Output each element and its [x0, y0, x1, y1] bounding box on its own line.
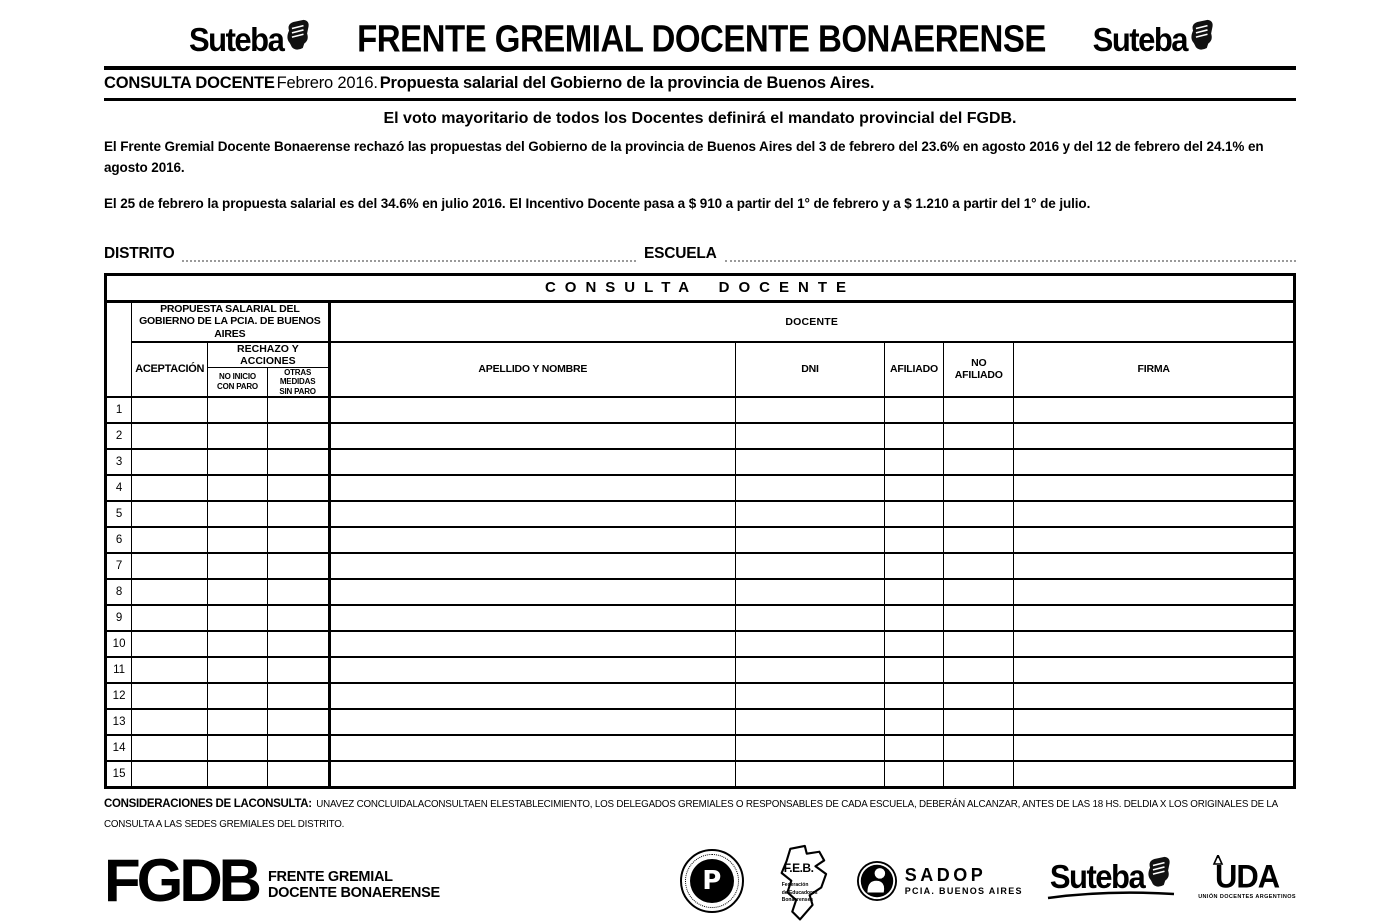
column-header-dni: DNI: [736, 342, 885, 398]
cell-aceptacion[interactable]: [132, 449, 208, 475]
column-header-aceptacion: ACEPTACIÓN: [132, 342, 208, 398]
underline-swoosh-icon: [1046, 890, 1176, 900]
cell-dni[interactable]: [736, 657, 885, 683]
header-line: NO INICIO: [219, 372, 256, 382]
cell-aceptacion[interactable]: [132, 501, 208, 527]
paragraph-rejection: [104, 137, 1296, 179]
cell-aceptacion[interactable]: [132, 553, 208, 579]
sadop-emblem-icon: [856, 860, 898, 902]
sadop-name: SADOP: [904, 864, 987, 885]
paragraph-text: en agosto 2016.: [104, 139, 1264, 175]
cell-no-inicio-con-paro[interactable]: [208, 449, 267, 475]
cell-firma[interactable]: [1014, 605, 1295, 631]
suteba-wordmark: Suteba: [189, 20, 284, 58]
considerations-text: UNAVEZ CONCLUIDALACONSULTAEN ELESTABLECIMIENTO, LOS DELEGADOS GREMIALES O RESPONSABLES DE CADA ESCUELA, DEBERÁN ALCANZAR, ANTES DE LAS 18 HS. DELDIA X LOS ORIGINALES DE LA CONSULTA A LAS SEDES GREMIALES DEL DISTRITO.: [104, 798, 1278, 830]
cell-firma[interactable]: [1014, 553, 1295, 579]
uda-acronym: UDA: [1215, 858, 1280, 895]
cell-firma[interactable]: [1014, 761, 1295, 787]
cell-apellido-y-nombre[interactable]: [329, 423, 736, 449]
cell-otras-medidas-sin-paro[interactable]: [267, 605, 329, 631]
cell-afiliado[interactable]: [884, 605, 943, 631]
suteba-wordmark: Suteba: [1092, 20, 1187, 58]
cell-otras-medidas-sin-paro[interactable]: [267, 475, 329, 501]
cell-no-afiliado[interactable]: [944, 657, 1014, 683]
cell-afiliado[interactable]: [884, 397, 943, 423]
school-label: ESCUELA: [643, 244, 717, 262]
table-row: [106, 501, 1295, 527]
cell-otras-medidas-sin-paro[interactable]: [267, 735, 329, 761]
cell-afiliado[interactable]: [884, 423, 943, 449]
cell-aceptacion[interactable]: [132, 631, 208, 657]
cell-firma[interactable]: [1014, 735, 1295, 761]
cell-no-inicio-con-paro[interactable]: [208, 657, 267, 683]
cell-dni[interactable]: [736, 397, 885, 423]
paragraph-proposal: El 25 de febrero la propuesta salarial es del 34.6% en julio 2016. El Incentivo Docente pasa a $ 910 a partir del 1° de febrero y a $ 1.210 a partir del 1° de julio.: [104, 195, 1091, 211]
cell-firma[interactable]: [1014, 423, 1295, 449]
cell-no-inicio-con-paro[interactable]: [208, 423, 267, 449]
amet-seal-letter: P: [690, 859, 734, 903]
cell-no-afiliado[interactable]: [944, 527, 1014, 553]
table-row: [106, 397, 1295, 423]
cell-apellido-y-nombre[interactable]: [329, 631, 736, 657]
fist-icon: [1145, 855, 1171, 889]
cell-afiliado[interactable]: [884, 527, 943, 553]
cell-afiliado[interactable]: [884, 761, 943, 787]
row-number: 9: [106, 605, 132, 631]
cell-aceptacion[interactable]: [132, 605, 208, 631]
cell-aceptacion[interactable]: [132, 397, 208, 423]
subtitle-lead: CONSULTA DOCENTE: [104, 74, 275, 92]
paragraph-text: en agosto 2016 y del 12 de febrero del: [959, 139, 1207, 154]
cell-otras-medidas-sin-paro[interactable]: [267, 423, 329, 449]
cell-afiliado[interactable]: [884, 709, 943, 735]
district-label: DISTRITO: [104, 244, 175, 262]
cell-dni[interactable]: [736, 423, 885, 449]
cell-otras-medidas-sin-paro[interactable]: [267, 631, 329, 657]
cell-no-afiliado[interactable]: [944, 605, 1014, 631]
table-row: [106, 761, 1295, 787]
row-number: 13: [106, 709, 132, 735]
cell-firma[interactable]: [1014, 579, 1295, 605]
cell-no-afiliado[interactable]: [944, 501, 1014, 527]
table-row: [106, 475, 1295, 501]
cell-firma[interactable]: [1014, 449, 1295, 475]
table-row: [106, 553, 1295, 579]
table-row: [106, 527, 1295, 553]
cell-afiliado[interactable]: [884, 631, 943, 657]
cell-dni[interactable]: [736, 527, 885, 553]
cell-afiliado[interactable]: [884, 553, 943, 579]
cell-afiliado[interactable]: [884, 579, 943, 605]
feb-subtitle-line: de Educadores: [781, 889, 818, 896]
cell-otras-medidas-sin-paro[interactable]: [267, 579, 329, 605]
cell-apellido-y-nombre[interactable]: [329, 527, 736, 553]
cell-no-inicio-con-paro[interactable]: [208, 761, 267, 787]
cell-aceptacion[interactable]: [132, 475, 208, 501]
cell-apellido-y-nombre[interactable]: [329, 501, 736, 527]
cell-otras-medidas-sin-paro[interactable]: [267, 501, 329, 527]
feb-name: F.E.B.: [783, 860, 814, 875]
column-header-apellido: APELLIDO Y NOMBRE: [329, 342, 736, 398]
table-row: [106, 631, 1295, 657]
row-number: 15: [106, 761, 132, 787]
column-group-docente: DOCENTE: [329, 301, 1295, 341]
feb-subtitle-line: Federación: [781, 882, 809, 889]
sadop-text: [905, 866, 1023, 896]
fgdb-name-line1: FRENTE GREMIAL: [267, 869, 393, 886]
table-title: CONSULTA DOCENTE: [106, 274, 1295, 301]
cell-otras-medidas-sin-paro[interactable]: [267, 657, 329, 683]
cell-firma[interactable]: [1014, 501, 1295, 527]
cell-firma[interactable]: [1014, 709, 1295, 735]
table-row: [106, 709, 1295, 735]
fgdb-name-line2: DOCENTE BONAERENSE: [267, 884, 440, 901]
feb-subtitle-line: Bonaerenses: [781, 897, 814, 904]
cell-dni[interactable]: [736, 475, 885, 501]
column-group-proposal: PROPUESTA SALARIAL DEL GOBIERNO DE LA PCIA. DE BUENOS AIRES: [132, 301, 329, 341]
cell-no-afiliado[interactable]: [944, 553, 1014, 579]
row-number-column-header: [106, 301, 132, 397]
cell-aceptacion[interactable]: [132, 683, 208, 709]
cell-otras-medidas-sin-paro[interactable]: [267, 709, 329, 735]
considerations: [104, 793, 1296, 833]
cell-apellido-y-nombre[interactable]: [329, 579, 736, 605]
cell-otras-medidas-sin-paro[interactable]: [267, 397, 329, 423]
table-row: [106, 423, 1295, 449]
sadop-logo: [856, 860, 1023, 902]
divider-subtitle: [104, 98, 1296, 101]
column-header-rechazo: RECHAZO Y ACCIONES: [208, 342, 329, 368]
cell-afiliado[interactable]: [884, 501, 943, 527]
footer: [104, 844, 1296, 918]
uda-subtitle: UNIÓN DOCENTES ARGENTINOS: [1198, 893, 1296, 900]
feb-subtitle: [782, 882, 818, 905]
fist-icon: [284, 18, 310, 52]
cell-apellido-y-nombre[interactable]: [329, 475, 736, 501]
cell-otras-medidas-sin-paro[interactable]: [267, 553, 329, 579]
highlight-statement: El voto mayoritario de todos los Docentes definirá el mandato provincial del FGDB.: [383, 110, 1017, 127]
cell-no-afiliado[interactable]: [944, 735, 1014, 761]
amet-logo: [680, 849, 744, 913]
cell-otras-medidas-sin-paro[interactable]: [267, 449, 329, 475]
cell-firma[interactable]: [1014, 475, 1295, 501]
cell-firma[interactable]: [1014, 527, 1295, 553]
cell-apellido-y-nombre[interactable]: [329, 657, 736, 683]
cell-dni[interactable]: [736, 553, 885, 579]
cell-otras-medidas-sin-paro[interactable]: [267, 527, 329, 553]
cell-dni[interactable]: [736, 735, 885, 761]
subtitle: [104, 70, 1296, 98]
table-row: [106, 657, 1295, 683]
form-page: [104, 0, 1296, 918]
masthead: [104, 0, 1296, 66]
cell-no-afiliado[interactable]: [944, 683, 1014, 709]
cell-no-afiliado[interactable]: [944, 761, 1014, 787]
district-input[interactable]: [182, 246, 635, 262]
cell-no-afiliado[interactable]: [944, 579, 1014, 605]
cell-no-afiliado[interactable]: [944, 397, 1014, 423]
cell-firma[interactable]: [1014, 631, 1295, 657]
row-number: 5: [106, 501, 132, 527]
table-row: [106, 605, 1295, 631]
cell-apellido-y-nombre[interactable]: [329, 553, 736, 579]
suteba-wordmark: Suteba: [1049, 857, 1145, 896]
cell-dni[interactable]: [736, 605, 885, 631]
cell-no-inicio-con-paro[interactable]: [208, 501, 267, 527]
cell-apellido-y-nombre[interactable]: [329, 605, 736, 631]
row-number: 3: [106, 449, 132, 475]
fgdb-name: [268, 870, 440, 901]
cell-no-afiliado[interactable]: [944, 631, 1014, 657]
cell-no-inicio-con-paro[interactable]: [208, 579, 267, 605]
percentage-value: 24.1%: [1206, 139, 1245, 154]
row-number: 6: [106, 527, 132, 553]
paragraph-text: El Frente Gremial Docente Bonaerense rechazó las propuestas del Gobierno de la provincia de Buenos Aires del 3 de febrero del: [104, 139, 922, 154]
fgdb-acronym: FGDB: [104, 847, 258, 915]
subtitle-date: Febrero 2016.: [276, 74, 378, 92]
cell-no-afiliado[interactable]: [944, 423, 1014, 449]
cell-no-inicio-con-paro[interactable]: [208, 527, 267, 553]
suteba-logo-footer: [1049, 857, 1171, 900]
cell-aceptacion[interactable]: [132, 709, 208, 735]
page-title: FRENTE GREMIAL DOCENTE BONAERENSE: [357, 17, 1046, 60]
column-header-afiliado: AFILIADO: [884, 342, 943, 398]
cell-aceptacion[interactable]: [132, 579, 208, 605]
union-logos: [680, 844, 1296, 918]
column-header-firma: FIRMA: [1014, 342, 1295, 398]
cell-apellido-y-nombre[interactable]: [329, 683, 736, 709]
cell-dni[interactable]: [736, 501, 885, 527]
cell-otras-medidas-sin-paro[interactable]: [267, 683, 329, 709]
cell-firma[interactable]: [1014, 683, 1295, 709]
percentage-value: 23.6%: [921, 139, 960, 154]
row-number: 10: [106, 631, 132, 657]
cell-dni[interactable]: [736, 761, 885, 787]
cell-aceptacion[interactable]: [132, 657, 208, 683]
row-number: 2: [106, 423, 132, 449]
cell-apellido-y-nombre[interactable]: [329, 449, 736, 475]
row-number: 11: [106, 657, 132, 683]
suteba-logo-right: [1092, 20, 1214, 58]
cell-afiliado[interactable]: [884, 683, 943, 709]
cell-no-inicio-con-paro[interactable]: [208, 631, 267, 657]
cell-no-inicio-con-paro[interactable]: [208, 683, 267, 709]
cell-no-inicio-con-paro[interactable]: [208, 553, 267, 579]
cell-apellido-y-nombre[interactable]: [329, 761, 736, 787]
feb-logo: [771, 844, 829, 918]
cell-aceptacion[interactable]: [132, 761, 208, 787]
cell-no-inicio-con-paro[interactable]: [208, 709, 267, 735]
cell-afiliado[interactable]: [884, 735, 943, 761]
row-number: 1: [106, 397, 132, 423]
school-input[interactable]: [725, 246, 1296, 262]
cell-aceptacion[interactable]: [132, 527, 208, 553]
cell-apellido-y-nombre[interactable]: [329, 735, 736, 761]
subtitle-rest: Propuesta salarial del Gobierno de la provincia de Buenos Aires.: [379, 74, 875, 92]
cell-dni[interactable]: [736, 631, 885, 657]
column-header-no-inicio: [208, 367, 267, 397]
table-row: [106, 579, 1295, 605]
table-row: [106, 735, 1295, 761]
cell-dni[interactable]: [736, 449, 885, 475]
fgdb-logo: [104, 847, 440, 915]
column-header-otras-medidas: [267, 367, 329, 397]
table-row: [106, 449, 1295, 475]
cell-aceptacion[interactable]: [132, 423, 208, 449]
cell-otras-medidas-sin-paro[interactable]: [267, 761, 329, 787]
fist-icon: [1188, 18, 1214, 52]
cell-firma[interactable]: [1014, 657, 1295, 683]
cell-afiliado[interactable]: [884, 657, 943, 683]
cell-firma[interactable]: [1014, 397, 1295, 423]
cell-dni[interactable]: [736, 579, 885, 605]
cell-apellido-y-nombre[interactable]: [329, 397, 736, 423]
cell-no-inicio-con-paro[interactable]: [208, 735, 267, 761]
row-number: 12: [106, 683, 132, 709]
consulta-table: [104, 273, 1296, 789]
cell-afiliado[interactable]: [884, 475, 943, 501]
cell-no-inicio-con-paro[interactable]: [208, 605, 267, 631]
fields-row: [104, 241, 1296, 263]
cell-no-afiliado[interactable]: [944, 475, 1014, 501]
cell-aceptacion[interactable]: [132, 735, 208, 761]
cell-apellido-y-nombre[interactable]: [329, 709, 736, 735]
cell-afiliado[interactable]: [884, 449, 943, 475]
cell-no-afiliado[interactable]: [944, 449, 1014, 475]
row-number: 14: [106, 735, 132, 761]
header-line: CON PARO: [217, 381, 258, 391]
sadop-subtitle: PCIA. BUENOS AIRES: [904, 885, 1023, 896]
cell-dni[interactable]: [736, 683, 885, 709]
cell-no-inicio-con-paro[interactable]: [208, 397, 267, 423]
header-line: OTRAS MEDIDAS: [279, 367, 316, 387]
table-body: [106, 397, 1295, 787]
table-row: [106, 683, 1295, 709]
row-number: 4: [106, 475, 132, 501]
row-number: 8: [106, 579, 132, 605]
row-number: 7: [106, 553, 132, 579]
suteba-logo-left: [189, 20, 310, 58]
cell-no-afiliado[interactable]: [944, 709, 1014, 735]
cell-dni[interactable]: [736, 709, 885, 735]
suteba-lockup: [1049, 857, 1171, 896]
column-header-no-afiliado: NO AFILIADO: [944, 342, 1014, 398]
header-line: SIN PARO: [279, 386, 316, 396]
considerations-label: CONSIDERACIONES DE LACONSULTA:: [104, 797, 312, 810]
cell-no-inicio-con-paro[interactable]: [208, 475, 267, 501]
uda-logo: [1198, 858, 1296, 900]
